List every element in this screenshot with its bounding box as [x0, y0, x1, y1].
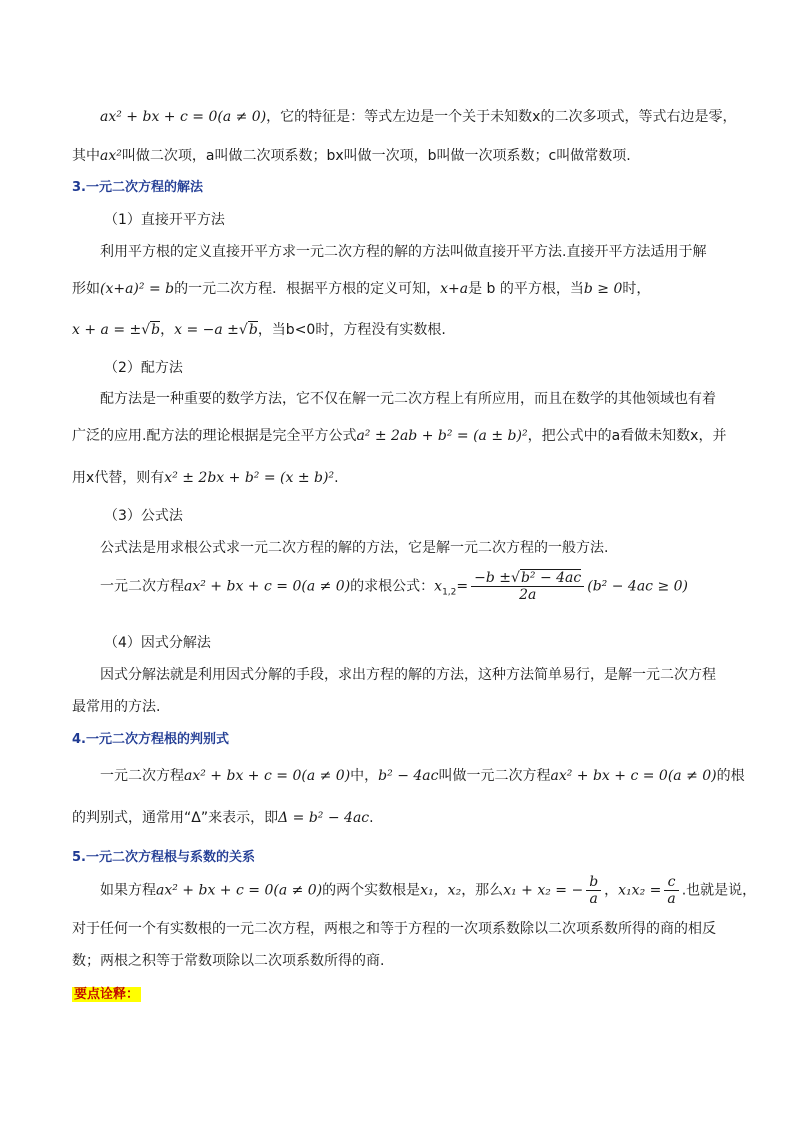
s5-sep: ，	[604, 882, 619, 899]
s5-math-2: x₁，x₂	[420, 882, 462, 899]
method-4-title: （4）因式分解法	[104, 635, 211, 651]
m1-text-c: 是 b 的平方根，当	[468, 281, 584, 297]
formula-num-b: b² − 4ac	[520, 570, 582, 586]
m3-eq: =	[456, 578, 469, 595]
intro-text-1: ，它的特征是：等式左边是一个关于未知数x的二次多项式，等式右边是零，	[266, 109, 737, 125]
quadratic-formula-fraction	[471, 570, 584, 603]
general-form-math: ax² + bx + c = 0(a ≠ 0)	[100, 109, 267, 125]
s4-text-a: 一元二次方程	[100, 768, 184, 784]
method-4-line-2: 最常用的方法.	[72, 699, 161, 715]
m2-math-2: x² ± 2bx + b² = (x ± b)²	[164, 470, 335, 486]
m2-text-d: .	[334, 470, 339, 486]
s5-line-3: 数；两根之积等于常数项除以二次项系数所得的商.	[72, 953, 385, 969]
method-1-line-3: x + a = ±√b，x = −a ±√b，当b<0时，方程没有实数根.	[72, 322, 446, 338]
method-2-title: （2）配方法	[104, 360, 183, 376]
m1-root-1a: x + a = ±	[72, 322, 142, 338]
m2-math-1: a² ± 2ab + b² = (a ± b)²	[356, 428, 528, 444]
s4-math-2: b² − 4ac	[378, 768, 439, 784]
method-4-line-1: 因式分解法就是利用因式分解的手段，求出方程的解的方法，这种方法简单易行，是解一元二次方程	[100, 667, 716, 683]
s4-line-1	[100, 765, 745, 785]
method-3-line-2	[100, 570, 688, 603]
formula-denominator: 2a	[519, 587, 537, 603]
s5-math-1: ax² + bx + c = 0(a ≠ 0)	[156, 882, 323, 899]
m1-text-b: 的一元二次方程．根据平方根的定义可知，	[174, 281, 441, 297]
m2-text-a: 广泛的应用.配方法的理论根据是完全平方公式	[72, 428, 357, 444]
section-5-heading: 5.一元二次方程根与系数的关系	[72, 850, 255, 865]
sum-fraction	[586, 874, 601, 907]
product-fraction-num: c	[664, 874, 678, 891]
s4-line-2	[72, 807, 374, 827]
m1-sep: ，	[160, 322, 175, 338]
sum-fraction-num: b	[586, 874, 601, 891]
intro-text-2b: 叫做二次项，a叫做二次项系数；bx叫做一次项，b叫做一次项系数；c叫做常数项.	[121, 148, 631, 164]
m1-text-a: 形如	[72, 281, 100, 297]
m1-math-3: b ≥ 0	[583, 281, 623, 297]
intro-line-2	[72, 145, 631, 165]
s4-math-1: ax² + bx + c = 0(a ≠ 0)	[184, 768, 351, 784]
s4-math-4: Δ = b² − 4ac	[278, 810, 370, 826]
method-2-line-1: 配方法是一种重要的数学方法，它不仅在解一元二次方程上有所应用，而且在数学的其他领域也有着	[100, 391, 716, 407]
intro-text-2a: 其中	[72, 148, 100, 164]
method-2-line-2	[72, 425, 726, 445]
intro-line-1	[100, 106, 736, 126]
s4-text-d: 的根	[716, 768, 745, 784]
method-1-line-1: 利用平方根的定义直接开平方求一元二次方程的解的方法叫做直接开平方法.直接开平方法适用于解	[100, 244, 707, 260]
s5-text-b: 的两个实数根是	[322, 882, 421, 899]
m2-text-b: ，把公式中的a看做未知数x，并	[527, 428, 727, 444]
method-3-title: （3）公式法	[104, 508, 183, 524]
s5-line-1	[100, 874, 756, 907]
s5-text-a: 如果方程	[100, 882, 156, 899]
product-fraction	[664, 874, 678, 907]
key-points-label	[72, 983, 141, 1002]
s5-math-4: x₁x₂ =	[618, 882, 662, 899]
m1-root-2b: b	[248, 322, 258, 338]
m1-text-d: 时，	[622, 281, 651, 297]
m3-math-1: ax² + bx + c = 0(a ≠ 0)	[184, 578, 351, 595]
product-fraction-den: a	[667, 891, 676, 907]
s4-text-c: 叫做一元二次方程	[438, 768, 551, 784]
m1-root-1b: b	[151, 322, 161, 338]
quadratic-term-math: ax²	[100, 148, 122, 164]
sum-fraction-den: a	[589, 891, 598, 907]
m1-math-2: x+a	[440, 281, 469, 297]
s4-text-f: .	[369, 810, 374, 826]
section-4-heading: 4.一元二次方程根的判别式	[72, 732, 229, 747]
method-2-line-3	[72, 467, 339, 487]
m2-text-c: 用x代替，则有	[72, 470, 165, 486]
m1-text-e: ，当b<0时，方程没有实数根.	[257, 322, 446, 338]
method-3-line-1: 公式法是用求根公式求一元二次方程的解的方法，它是解一元二次方程的一般方法.	[100, 540, 609, 556]
s5-math-3: x₁ + x₂ = −	[503, 882, 584, 899]
method-1-line-2	[72, 278, 650, 298]
m3-x: x	[434, 578, 443, 595]
key-points-highlight: 要点诠释：	[74, 987, 140, 1002]
s5-line-2: 对于任何一个有实数根的一元二次方程，两根之和等于方程的一次项系数除以二次项系数所得的商的相反	[72, 921, 716, 937]
m3-condition: (b² − 4ac ≥ 0)	[587, 578, 689, 595]
s5-text-d: .也就是说，	[681, 882, 757, 899]
s4-text-b: 中，	[350, 768, 379, 784]
m1-math-1: (x+a)² = b	[100, 281, 175, 297]
m3-text-a: 一元二次方程	[100, 578, 184, 595]
m3-x-sub: 1,2	[442, 587, 457, 598]
s5-text-c: ，那么	[461, 882, 504, 899]
formula-numerator: −b ±√b² − 4ac	[471, 570, 584, 587]
formula-num-a: −b ±	[474, 570, 512, 586]
m3-text-b: 的求根公式：	[350, 578, 435, 595]
section-3-heading: 3.一元二次方程的解法	[72, 180, 203, 195]
m1-root-2a: x = −a ±	[174, 322, 239, 338]
s4-text-e: 的判别式，通常用“Δ”来表示，即	[72, 810, 279, 826]
method-1-title: （1）直接开平方法	[104, 212, 225, 228]
s4-math-3: ax² + bx + c = 0(a ≠ 0)	[550, 768, 717, 784]
